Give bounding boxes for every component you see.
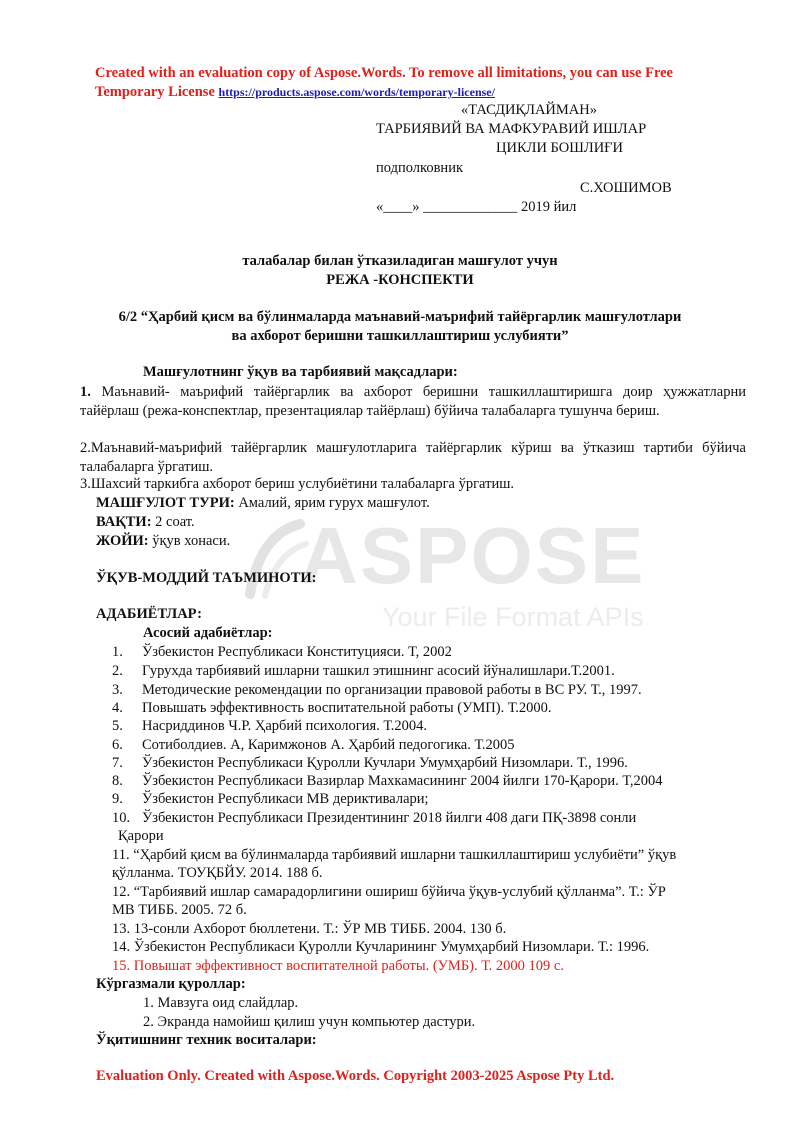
literature-heading: АДАБИЁТЛАР: <box>96 606 202 622</box>
lesson-type <box>96 495 430 512</box>
approval-org-line2: ЦИКЛИ БОШЛИҒИ <box>496 140 624 156</box>
literature-item <box>112 663 615 680</box>
eval-header-line2 <box>95 84 495 101</box>
literature-item-number: 2. <box>112 663 123 679</box>
literature-item <box>112 718 427 735</box>
lesson-place-value: ўқув хонаси. <box>148 533 231 549</box>
literature-item-text: Ўзбекистон Республикаси Президентининг 2018 йилги 408 даги ПҚ-3898 сонли <box>142 810 637 826</box>
approval-org-line1: ТАРБИЯВИЙ ВА МАФКУРАВИЙ ИШЛАР <box>376 121 647 137</box>
lesson-type-value: Амалий, ярим гурух машғулот. <box>234 495 430 511</box>
literature-item-text: Ўзбекистон Республикаси Вазирлар Махкамасининг 2004 йилги 170-Қарори. Т,2004 <box>142 773 663 789</box>
visual-aids-heading: Кўргазмали қуроллар: <box>96 976 246 992</box>
lesson-time-value: 2 соат. <box>151 514 195 530</box>
lesson-place <box>96 533 230 550</box>
literature-item-number: 8. <box>112 773 123 789</box>
literature-item-number: 6. <box>112 737 123 753</box>
approval-title: «ТАСДИҚЛАЙМАН» <box>461 102 597 118</box>
literature-subheading: Асосий адабиётлар: <box>143 625 273 641</box>
literature-item-number: 1. <box>112 644 123 660</box>
eval-header-license-text: Temporary License <box>95 84 215 100</box>
literature-item <box>112 755 628 772</box>
literature-item-12-line1: 12. “Тарбиявий ишлар самарадорлигини ошириш бўйича ўқув-услубий қўлланма”. Т.: ЎР <box>112 884 666 900</box>
literature-item <box>112 773 662 790</box>
approval-rank: подполковник <box>376 160 463 176</box>
visual-aids-item-1: 1. Мавзуга оид слайдлар. <box>143 995 299 1011</box>
literature-item-text: Ўзбекистон Республикаси МВ дериктивалари; <box>142 791 429 807</box>
literature-item-11-line2: қўлланма. ТОУҚБЙУ. 2014. 188 б. <box>112 865 323 881</box>
goal-item-1 <box>80 383 746 421</box>
topic-line1: 6/2 “Ҳарбий қисм ва бўлинмаларда маънавий-маърифий тайёргарлик машғулотлари <box>118 309 682 325</box>
literature-item-number: 5. <box>112 718 123 734</box>
goal-item-1-number: 1. <box>80 384 91 400</box>
literature-item-number: 3. <box>112 682 123 698</box>
literature-item-text: Насриддинов Ч.Р. Ҳарбий психология. Т.2004. <box>142 718 428 734</box>
literature-item-12-line2: МВ ТИББ. 2005. 72 б. <box>112 902 247 918</box>
literature-item <box>112 700 552 717</box>
lesson-time-label: ВАҚТИ: <box>96 514 152 530</box>
watermark-word: ASPOSE <box>300 511 646 600</box>
lesson-type-label: МАШҒУЛОТ ТУРИ: <box>96 495 235 511</box>
literature-item-15: 15. Повышат эффективност воспитателной работы. (УМБ). Т. 2000 109 с. <box>112 958 564 974</box>
literature-item-text: Ўзбекистон Республикаси Қуролли Кучлари Умумҳарбий Низомлари. Т., 1996. <box>142 755 628 771</box>
literature-item-number: 9. <box>112 791 123 807</box>
aspose-logo-icon <box>240 514 310 604</box>
approval-name: С.ХОШИМОВ <box>580 180 672 196</box>
doc-heading-line2: РЕЖА -КОНСПЕКТИ <box>326 272 474 288</box>
literature-item-11-line1: 11. “Ҳарбий қисм ва бўлинмаларда тарбиявий ишларни ташкиллаштириш услубиёти” ўқув <box>112 847 677 863</box>
literature-item <box>112 737 515 754</box>
temporary-license-link[interactable]: https://products.aspose.com/words/temporary-license/ <box>218 85 495 99</box>
support-heading: ЎҚУВ-МОДДИЙ ТАЪМИНОТИ: <box>96 570 317 586</box>
literature-item-text: Ўзбекистон Республикаси Конституцияси. Т, 2002 <box>142 644 452 660</box>
literature-item-text: Гурухда тарбиявий ишларни ташкил этишнинг асосий йўналишлари.Т.2001. <box>142 663 615 679</box>
literature-item-number: 4. <box>112 700 123 716</box>
literature-item-14: 14. Ўзбекистон Республикаси Қуролли Кучларининг Умумҳарбий Низомлари. Т.: 1996. <box>112 939 650 955</box>
goal-item-3: 3.Шахсий таркибга ахборот бериш услубиётини талабаларга ўргатиш. <box>80 476 515 492</box>
literature-item <box>112 644 452 661</box>
literature-item-13: 13. 13-сонли Ахборот бюллетени. Т.: ЎР МВ ТИББ. 2004. 130 б. <box>112 921 507 937</box>
visual-aids-item-2: 2. Экранда намойиш қилиш учун компьютер дастури. <box>143 1014 476 1030</box>
lesson-place-label: ЖОЙИ: <box>96 533 149 549</box>
lesson-time <box>96 514 195 531</box>
literature-item-text: Методические рекомендации по организации правовой работы в ВС РУ. Т., 1997. <box>142 682 642 698</box>
literature-item <box>112 791 429 808</box>
literature-item-number: 7. <box>112 755 123 771</box>
goals-heading: Машғулотнинг ўқув ва тарбиявий мақсадлари: <box>143 364 458 380</box>
doc-heading-line1: талабалар билан ўтказиладиган машғулот учун <box>242 253 558 269</box>
literature-item-text: Сотиболдиев. А, Каримжонов А. Ҳарбий педогогика. Т.2005 <box>142 737 515 753</box>
tech-means-heading: Ўқитишнинг техник воситалари: <box>96 1032 317 1048</box>
eval-footer: Evaluation Only. Created with Aspose.Words. Copyright 2003-2025 Aspose Pty Ltd. <box>96 1068 615 1084</box>
literature-item-10-continued: Қарори <box>118 828 164 844</box>
watermark-tagline: Your File Format APIs <box>382 602 644 632</box>
goal-item-1-text: Маънавий- маърифий тайёргарлик ва ахборот беришни ташкиллаштиришга доир ҳужжатларни тайёрлаш (режа-конспектлар, презентациялар тайёрлаш) бўйича талабаларга тушунча бериш. <box>80 384 746 419</box>
approval-date: «____» _____________ 2019 йил <box>376 199 577 215</box>
eval-header-line1: Created with an evaluation copy of Aspose.Words. To remove all limitations, you can use Free <box>95 65 673 81</box>
literature-item-number: 10. <box>112 810 131 826</box>
goal-item-2: 2.Маънавий-маърифий тайёргарлик машғулотларига тайёргарлик кўриш ва ўтказиш тартиби бўйича талабаларга ўргатиш. <box>80 440 746 475</box>
literature-item <box>112 682 642 699</box>
literature-item-text: Повышать эффективность воспитательной работы (УМП). Т.2000. <box>142 700 552 716</box>
literature-item <box>112 810 636 827</box>
topic-line2: ва ахборот беришни ташкиллаштириш услубияти” <box>231 328 569 344</box>
